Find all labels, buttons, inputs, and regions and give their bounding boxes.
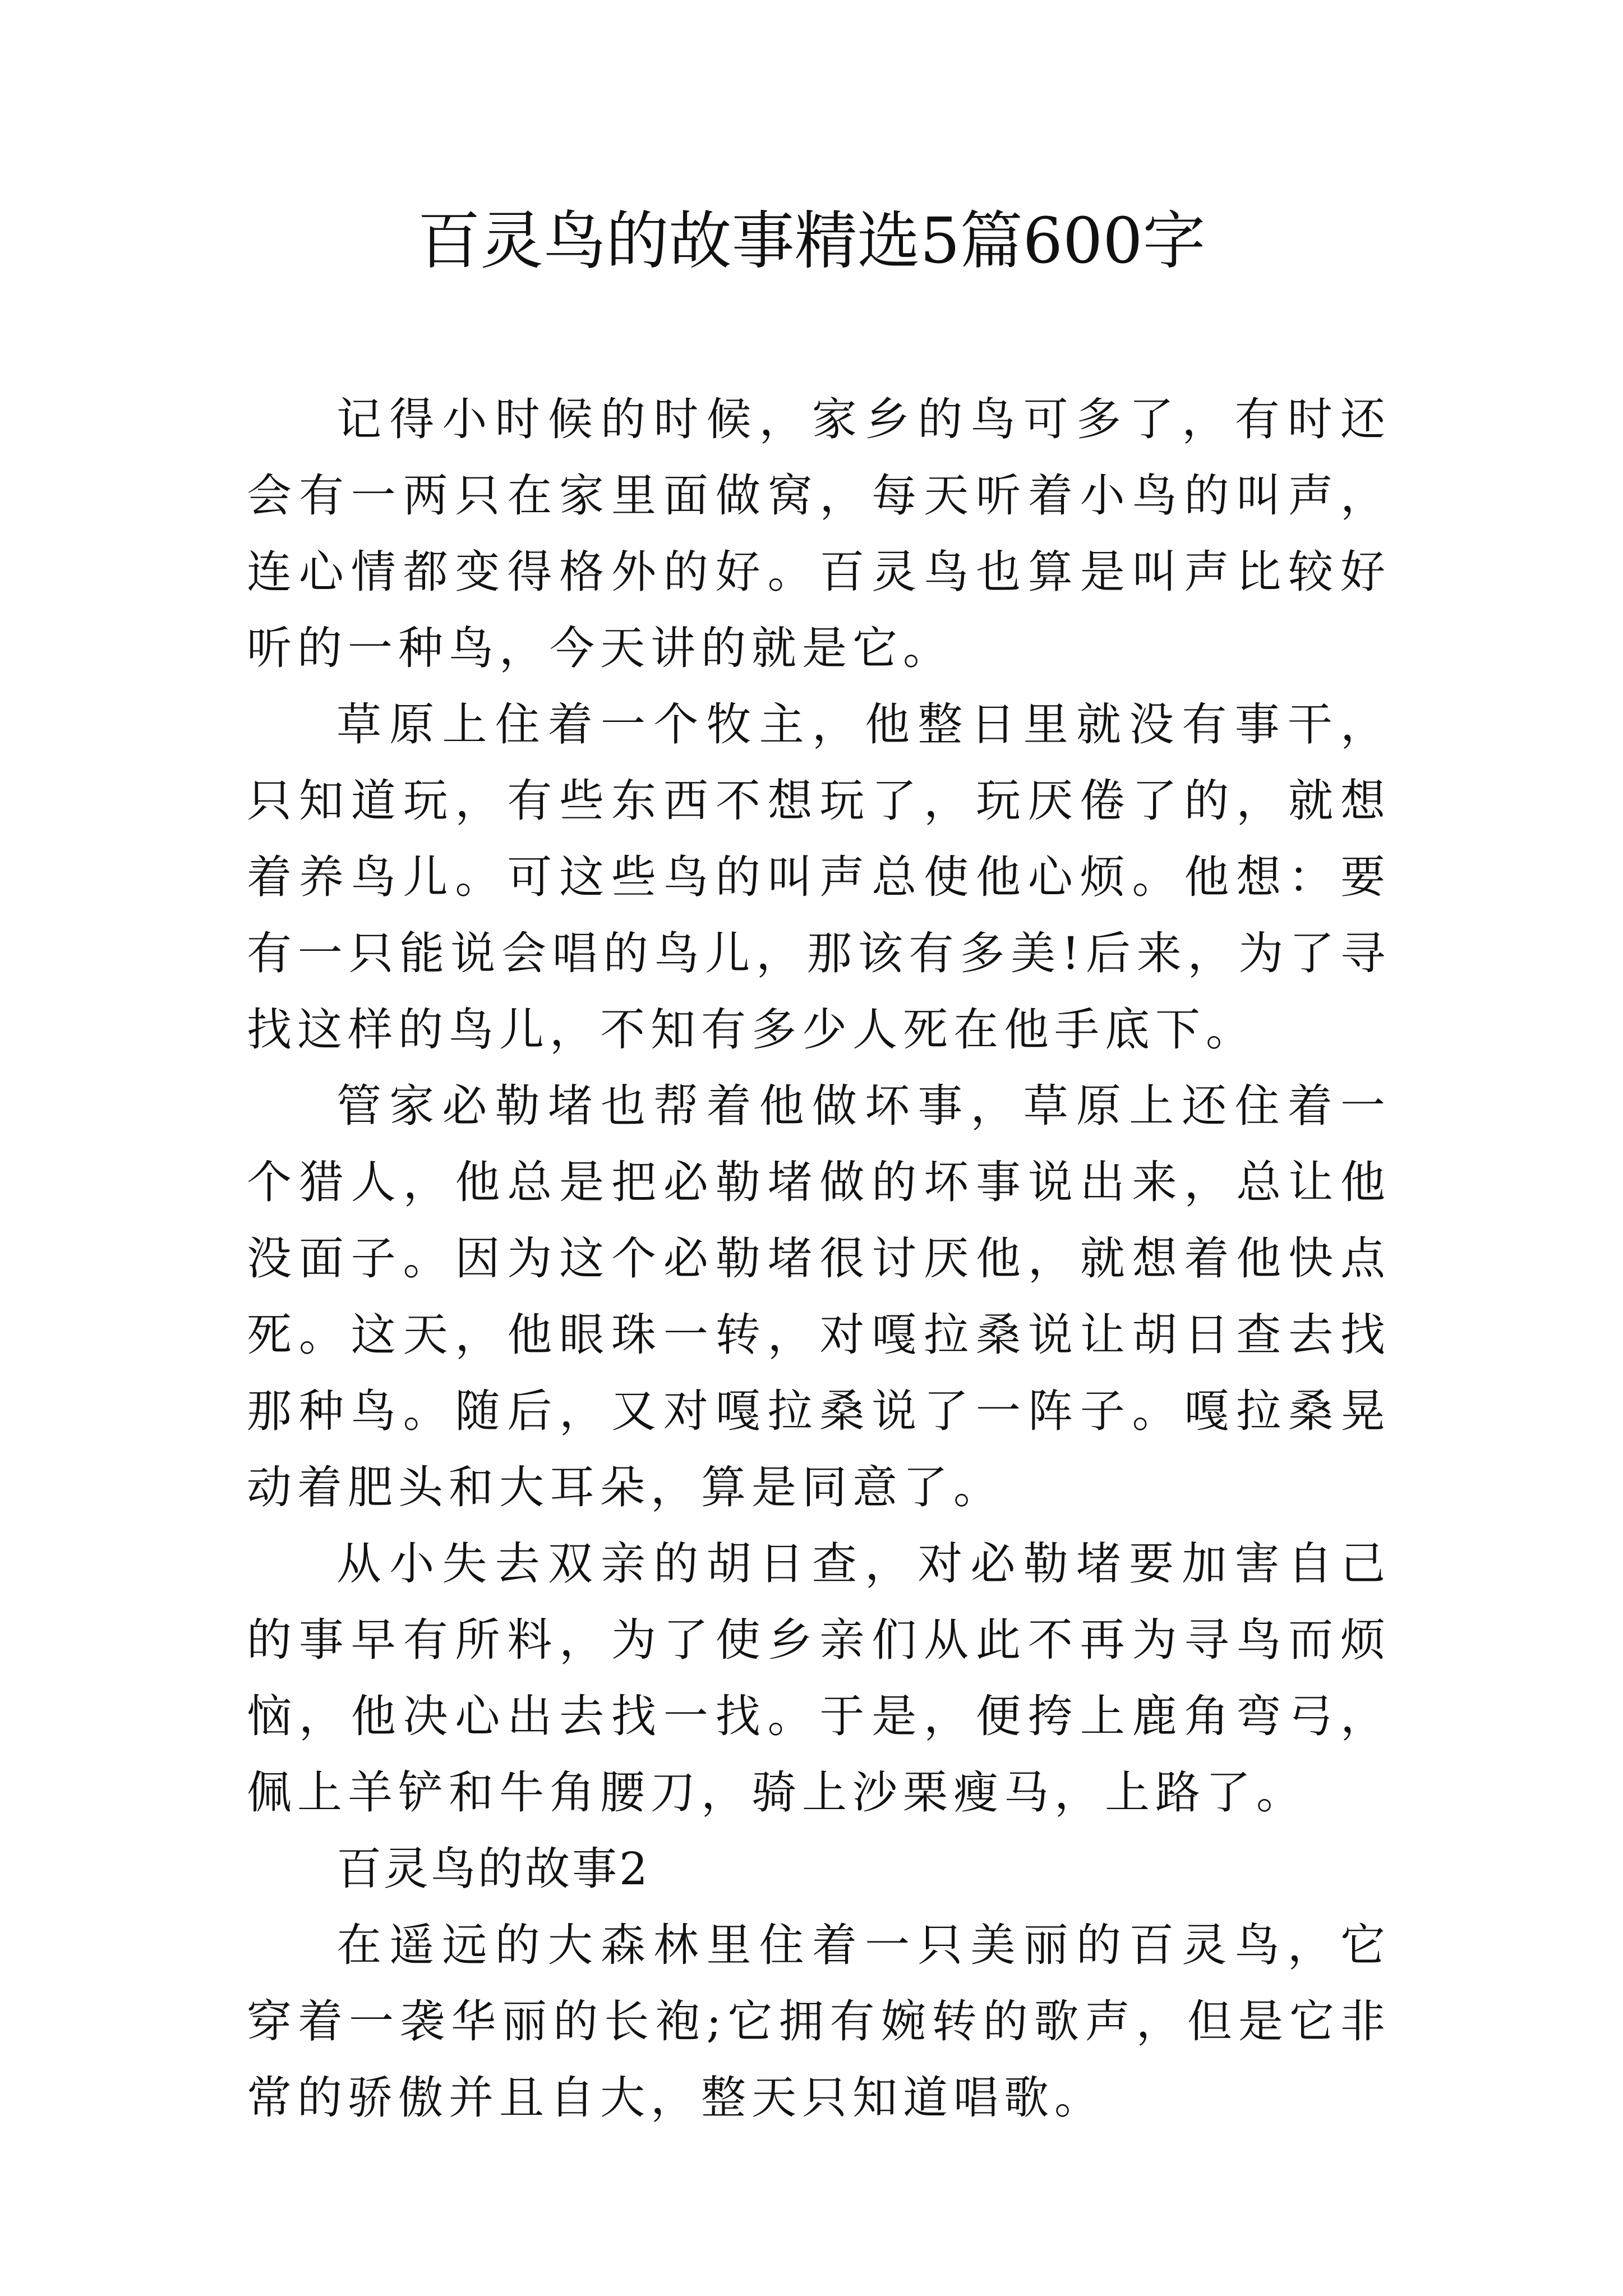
paragraph-5: 在遥远的大森林里住着一只美丽的百灵鸟，它穿着一袭华丽的长袍;它拥有婉转的歌声，但是它非常的骄傲并且自大，整天只知道唱歌。	[247, 1919, 1391, 2124]
paragraph-3: 管家必勒堵也帮着他做坏事，草原上还住着一个猎人，他总是把必勒堵做的坏事说出来，总让他没面子。因为这个必勒堵很讨厌他，就想着他快点死。这天，他眼珠一转，对嘎拉桑说让胡日查去找那种鸟。随后，又对嘎拉桑说了一阵子。嘎拉桑晃动着肥头和大耳朵，算是同意了。	[247, 1080, 1391, 1513]
section-heading: 百灵鸟的故事2	[336, 1843, 650, 1895]
paragraph-1: 记得小时候的时候，家乡的鸟可多了，有时还会有一两只在家里面做窝，每天听着小鸟的叫声，连心情都变得格外的好。百灵鸟也算是叫声比较好听的一种鸟，今天讲的就是它。	[247, 393, 1391, 674]
document-body	[247, 381, 1391, 2136]
document-title: 百灵鸟的故事精选5篇600字	[417, 205, 1206, 278]
paragraph-4: 从小失去双亲的胡日查，对必勒堵要加害自己的事早有所料，为了使乡亲们从此不再为寻鸟而烦恼，他决心出去找一找。于是，便挎上鹿角弯弓，佩上羊铲和牛角腰刀，骑上沙栗瘦马，上路了。	[247, 1538, 1391, 1819]
paragraph-2: 草原上住着一个牧主，他整日里就没有事干，只知道玩，有些东西不想玩了，玩厌倦了的，就想着养鸟儿。可这些鸟的叫声总使他心烦。他想：要有一只能说会唱的鸟儿，那该有多美!后来，为了寻找这样的鸟儿，不知有多少人死在他手底下。	[247, 698, 1391, 1056]
